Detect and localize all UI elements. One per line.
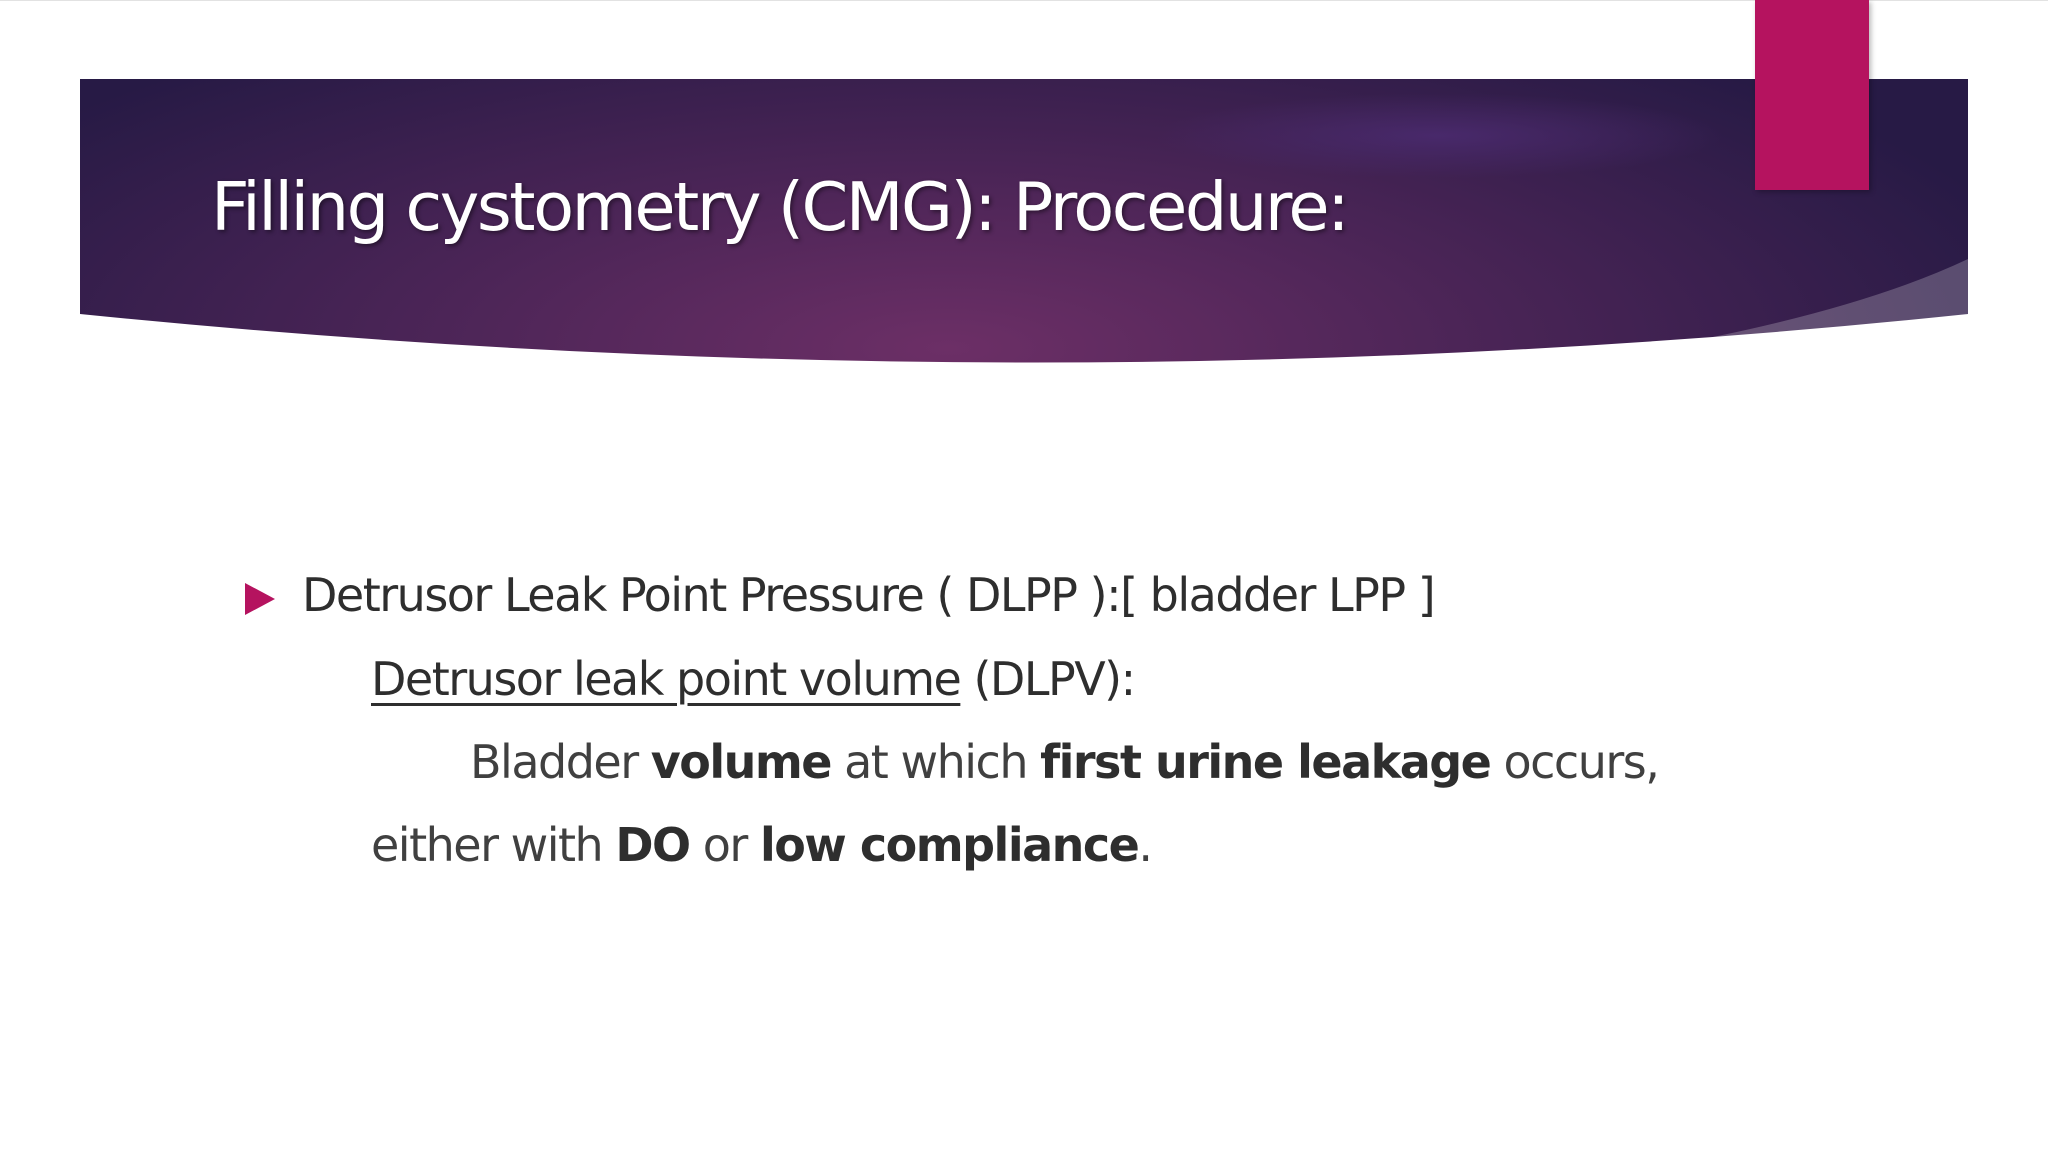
sub-heading-abbrev: (DLPV): [960, 652, 1135, 706]
definition-text: either with [371, 818, 616, 872]
top-border [0, 0, 2048, 1]
bullet-text: Detrusor Leak Point Pressure ( DLPP ):[ bladder LPP ] [302, 568, 1435, 622]
definition-bold-volume: volume [650, 735, 831, 789]
accent-tab [1755, 0, 1869, 190]
slide-title: Filling cystometry (CMG): Procedure: [211, 168, 1348, 246]
definition-bold-compliance: low compliance [759, 818, 1139, 872]
triangle-right-icon [245, 583, 275, 615]
definition-line-1 [470, 735, 1659, 789]
definition-text: or [689, 818, 760, 872]
definition-text: . [1138, 818, 1152, 872]
sub-heading [371, 652, 1135, 706]
definition-bold-do: DO [615, 818, 690, 872]
definition-text: Bladder [470, 735, 651, 789]
definition-text: occurs, [1490, 735, 1659, 789]
definition-text: at which [831, 735, 1041, 789]
sub-heading-underlined: Detrusor leak point volume [371, 652, 961, 706]
definition-line-2 [371, 818, 1152, 872]
definition-bold-leakage: first urine leakage [1040, 735, 1491, 789]
